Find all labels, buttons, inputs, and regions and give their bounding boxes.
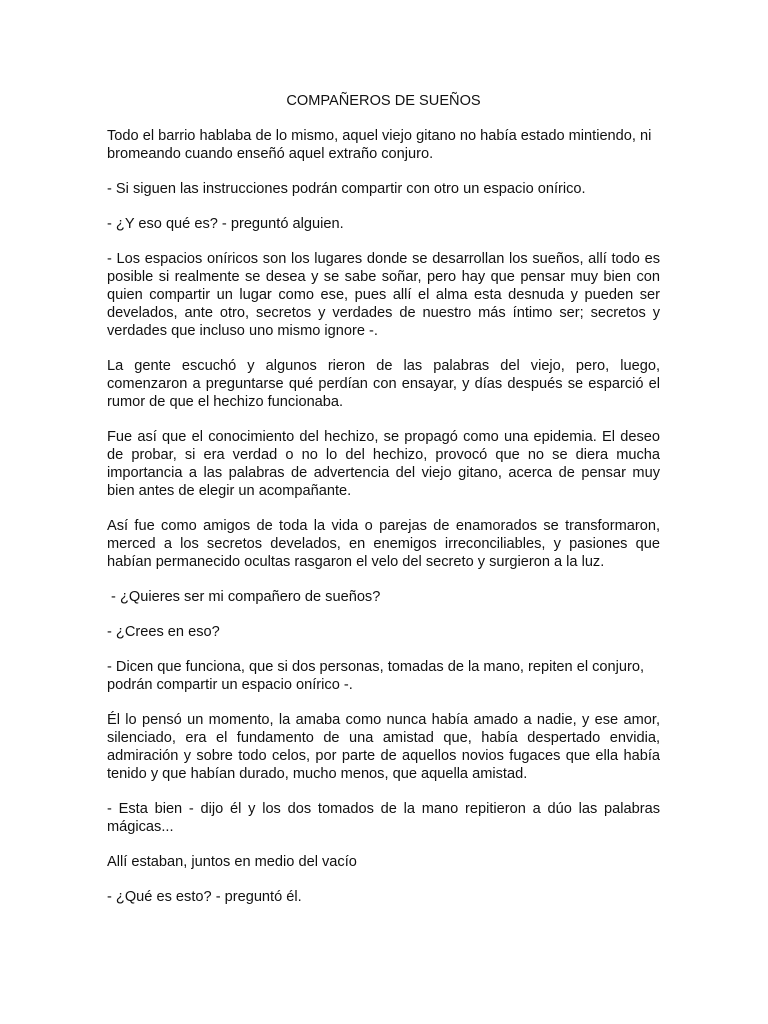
- dialogue-line: - ¿Quieres ser mi compañero de sueños?: [107, 589, 381, 605]
- paragraph: Fue así que el conocimiento del hechizo, se propagó como una epidemia. El deseo de probar, si era verdad o no lo del hechizo, provocó que no se diera mucha importancia a las palabras de advertencia del viejo gitano, acerca de pensar muy bien antes de elegir un acompañante.: [107, 429, 660, 499]
- paragraph: Allí estaban, juntos en medio del vacío: [107, 854, 357, 870]
- paragraph: Todo el barrio hablaba de lo mismo, aquel viejo gitano no había estado mintiendo, ni bromeando cuando enseñó aquel extraño conjuro.: [107, 128, 652, 162]
- document-title: COMPAÑEROS DE SUEÑOS: [286, 93, 481, 109]
- paragraph: La gente escuchó y algunos rieron de las palabras del viejo, pero, luego, comenzaron a preguntarse qué perdían con ensayar, y días después se esparció el rumor de que el hechizo funcionaba.: [107, 358, 660, 410]
- dialogue-line: - Esta bien - dijo él y los dos tomados de la mano repitieron a dúo las palabras mágicas...: [107, 801, 660, 835]
- dialogue-line: - ¿Qué es esto? - preguntó él.: [107, 889, 302, 905]
- dialogue-line: - ¿Crees en eso?: [107, 624, 220, 640]
- dialogue-line: - Dicen que funciona, que si dos personas, tomadas de la mano, repiten el conjuro, podrán compartir un espacio onírico -.: [107, 659, 645, 693]
- document-body: [107, 92, 660, 923]
- paragraph: Él lo pensó un momento, la amaba como nunca había amado a nadie, y ese amor, silenciado, era el fundamento de una amistad que, había despertado envidia, admiración y sobre todo celos, por parte de aquellos novios fugaces que ella había tenido y que habían durado, mucho menos, que aquella amistad.: [107, 712, 660, 782]
- dialogue-line: - ¿Y eso qué es? - preguntó alguien.: [107, 216, 344, 232]
- paragraph: Así fue como amigos de toda la vida o parejas de enamorados se transformaron, merced a los secretos develados, en enemigos irreconciliables, y pasiones que habían permanecido ocultas rasgaron el velo del secreto y surgieron a la luz.: [107, 518, 660, 570]
- dialogue-line: - Si siguen las instrucciones podrán compartir con otro un espacio onírico.: [107, 181, 586, 197]
- paragraph: - Los espacios oníricos son los lugares donde se desarrollan los sueños, allí todo es posible si realmente se desea y se sabe soñar, pero hay que pensar muy bien con quien compartir un lugar como ese, pues allí el alma esta desnuda y pueden ser develados, ante otro, secretos y verdades de nuestro más íntimo ser; secretos y verdades que incluso uno mismo ignore -.: [107, 251, 660, 339]
